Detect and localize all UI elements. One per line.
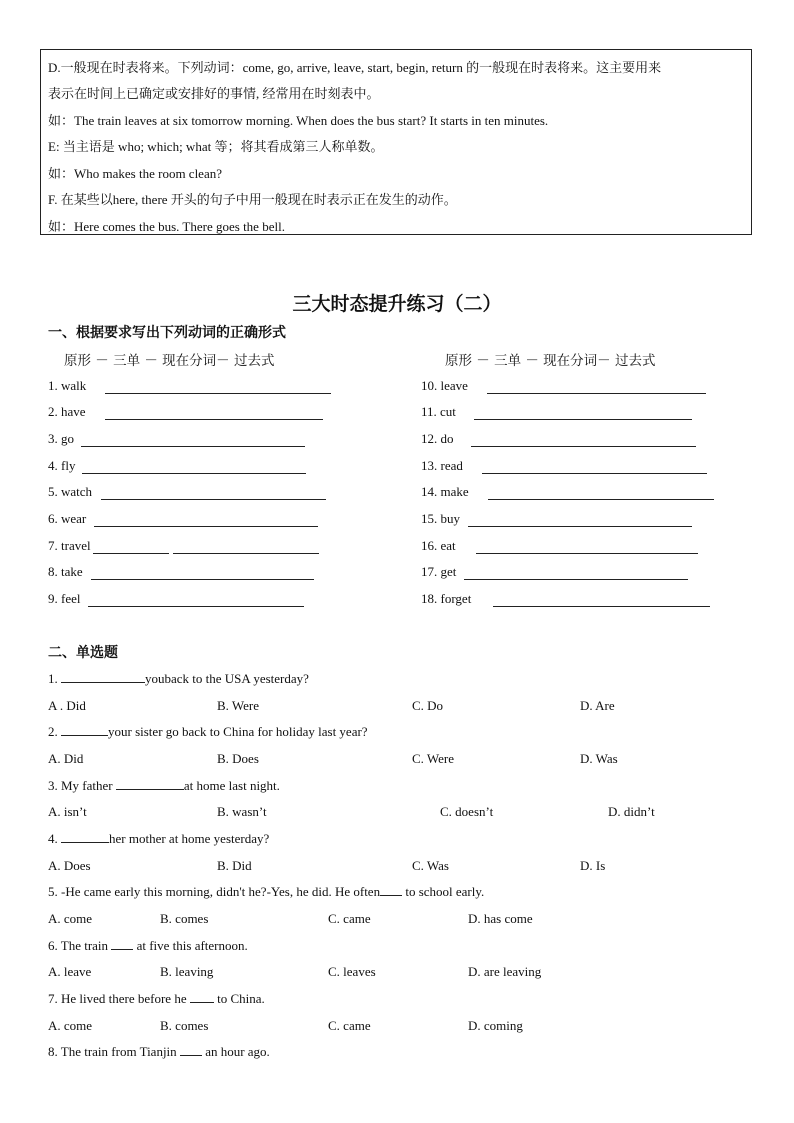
verb-label: 6. wear — [48, 511, 87, 526]
answer-blank[interactable] — [116, 778, 184, 790]
answer-line[interactable] — [101, 499, 326, 500]
verb-label: 7. travel — [48, 538, 91, 553]
option-b[interactable]: B. leaving — [160, 964, 214, 979]
question-7 — [48, 991, 265, 1007]
option-c[interactable]: C. came — [328, 1018, 371, 1033]
question-5 — [48, 884, 484, 900]
question-text: youback to the USA yesterday? — [145, 671, 309, 686]
note-line: 如：Here comes the bus. There goes the bell. — [48, 219, 285, 234]
answer-blank[interactable] — [380, 884, 402, 896]
column-header-right: 原形 － 三单 － 现在分词－ 过去式 — [445, 353, 656, 369]
verb-label: 16. eat — [421, 538, 456, 553]
verb-label: 15. buy — [421, 511, 460, 526]
option-a[interactable]: A. isn’t — [48, 804, 87, 819]
option-c[interactable]: C. leaves — [328, 964, 376, 979]
option-b[interactable]: B. wasn’t — [217, 804, 267, 819]
option-d[interactable]: D. didn’t — [608, 804, 655, 819]
question-8 — [48, 1044, 270, 1060]
question-3 — [48, 778, 280, 794]
verb-label: 17. get — [421, 564, 457, 579]
question-text: 7. He lived there before he — [48, 991, 190, 1006]
answer-blank[interactable] — [61, 724, 108, 736]
verb-label: 10. leave — [421, 378, 468, 393]
verb-label: 11. cut — [421, 404, 456, 419]
option-d[interactable]: D. are leaving — [468, 964, 542, 979]
option-a[interactable]: A. come — [48, 1018, 93, 1033]
question-text: 4. — [48, 831, 61, 846]
option-a[interactable]: A. come — [48, 911, 93, 926]
question-2 — [48, 724, 368, 740]
question-text: 3. My father — [48, 778, 116, 793]
note-line: D.一般现在时表将来。下列动词：come, go, arrive, leave, start, begin, return 的一般现在时表将来。这主要用来 — [48, 60, 662, 75]
note-line: F. 在某些以here, there 开头的句子中用一般现在时表示正在发生的动作。 — [48, 192, 457, 207]
note-line: 如：The train leaves at six tomorrow morning. When does the bus start? It starts in ten minutes. — [48, 113, 549, 128]
question-text: 2. — [48, 724, 61, 739]
option-a[interactable]: A. Did — [48, 751, 84, 766]
answer-blank[interactable] — [61, 831, 109, 843]
question-1 — [48, 671, 309, 687]
option-b[interactable]: B. Does — [217, 751, 259, 766]
option-a[interactable]: A . Did — [48, 698, 86, 713]
option-c[interactable]: C. Were — [412, 751, 455, 766]
answer-line[interactable] — [88, 606, 304, 607]
option-a[interactable]: A. leave — [48, 964, 92, 979]
question-text: 6. The train — [48, 938, 112, 953]
note-line: E: 当主语是 who; which; what 等；将其看成第三人称单数。 — [48, 139, 384, 154]
note-line: 如：Who makes the room clean? — [48, 166, 222, 181]
question-text: at home last night. — [183, 778, 280, 793]
verb-label: 5. watch — [48, 484, 93, 499]
column-header-left: 原形 － 三单 － 现在分词－ 过去式 — [64, 353, 275, 369]
answer-blank[interactable] — [111, 938, 133, 950]
verb-label: 1. walk — [48, 378, 87, 393]
answer-blank[interactable] — [61, 671, 145, 683]
answer-line[interactable] — [474, 419, 692, 420]
question-text: at five this afternoon. — [133, 938, 248, 953]
section2-heading: 二、单选题 — [48, 645, 118, 661]
question-6 — [48, 938, 248, 954]
question-text: 8. The train from Tianjin — [48, 1044, 180, 1059]
note-line: 表示在时间上已确定或安排好的事情, 经常用在时刻表中。 — [48, 86, 380, 101]
option-a[interactable]: A. Does — [48, 858, 91, 873]
answer-line[interactable] — [471, 446, 696, 447]
answer-line[interactable] — [482, 473, 707, 474]
page-title: 三大时态提升练习（二） — [292, 293, 502, 315]
option-b[interactable]: B. Did — [217, 858, 252, 873]
answer-line[interactable] — [487, 393, 706, 394]
verb-label: 4. fly — [48, 458, 76, 473]
answer-line[interactable] — [82, 473, 306, 474]
option-d[interactable]: D. Was — [580, 751, 618, 766]
question-text: your sister go back to China for holiday last year? — [108, 724, 368, 739]
answer-line[interactable] — [493, 606, 710, 607]
question-text: 1. — [48, 671, 61, 686]
answer-line[interactable] — [468, 526, 692, 527]
question-text: an hour ago. — [201, 1044, 270, 1059]
verb-label: 9. feel — [48, 591, 81, 606]
option-d[interactable]: D. has come — [468, 911, 533, 926]
option-c[interactable]: C. doesn’t — [440, 804, 494, 819]
verb-label: 14. make — [421, 484, 469, 499]
question-text: her mother at home yesterday? — [109, 831, 270, 846]
question-text: 5. -He came early this morning, didn't he?-Yes, he did. He often — [48, 884, 381, 899]
answer-line[interactable] — [105, 393, 331, 394]
option-d[interactable]: D. Is — [580, 858, 606, 873]
answer-line[interactable] — [91, 579, 314, 580]
option-b[interactable]: B. comes — [160, 911, 209, 926]
option-b[interactable]: B. comes — [160, 1018, 209, 1033]
answer-line[interactable] — [476, 553, 698, 554]
option-c[interactable]: C. came — [328, 911, 371, 926]
verb-label: 13. read — [421, 458, 463, 473]
option-c[interactable]: C. Was — [412, 858, 449, 873]
answer-line[interactable] — [488, 499, 714, 500]
section1-heading: 一、根据要求写出下列动词的正确形式 — [48, 325, 286, 341]
question-4 — [48, 831, 269, 847]
answer-blank[interactable] — [180, 1044, 202, 1056]
option-b[interactable]: B. Were — [217, 698, 260, 713]
verb-label: 8. take — [48, 564, 83, 579]
answer-line[interactable] — [464, 579, 688, 580]
question-text: to China. — [213, 991, 265, 1006]
verb-label: 12. do — [421, 431, 454, 446]
question-text: to school early. — [402, 884, 485, 899]
answer-line[interactable] — [81, 446, 305, 447]
answer-line[interactable] — [94, 526, 318, 527]
answer-line[interactable] — [105, 419, 323, 420]
answer-blank[interactable] — [190, 991, 214, 1003]
answer-line[interactable] — [173, 553, 319, 554]
answer-line[interactable] — [93, 553, 169, 554]
option-d[interactable]: D. coming — [468, 1018, 523, 1033]
verb-label: 18. forget — [421, 591, 472, 606]
option-c[interactable]: C. Do — [412, 698, 444, 713]
option-d[interactable]: D. Are — [580, 698, 615, 713]
verb-label: 3. go — [48, 431, 74, 446]
verb-label: 2. have — [48, 404, 86, 419]
